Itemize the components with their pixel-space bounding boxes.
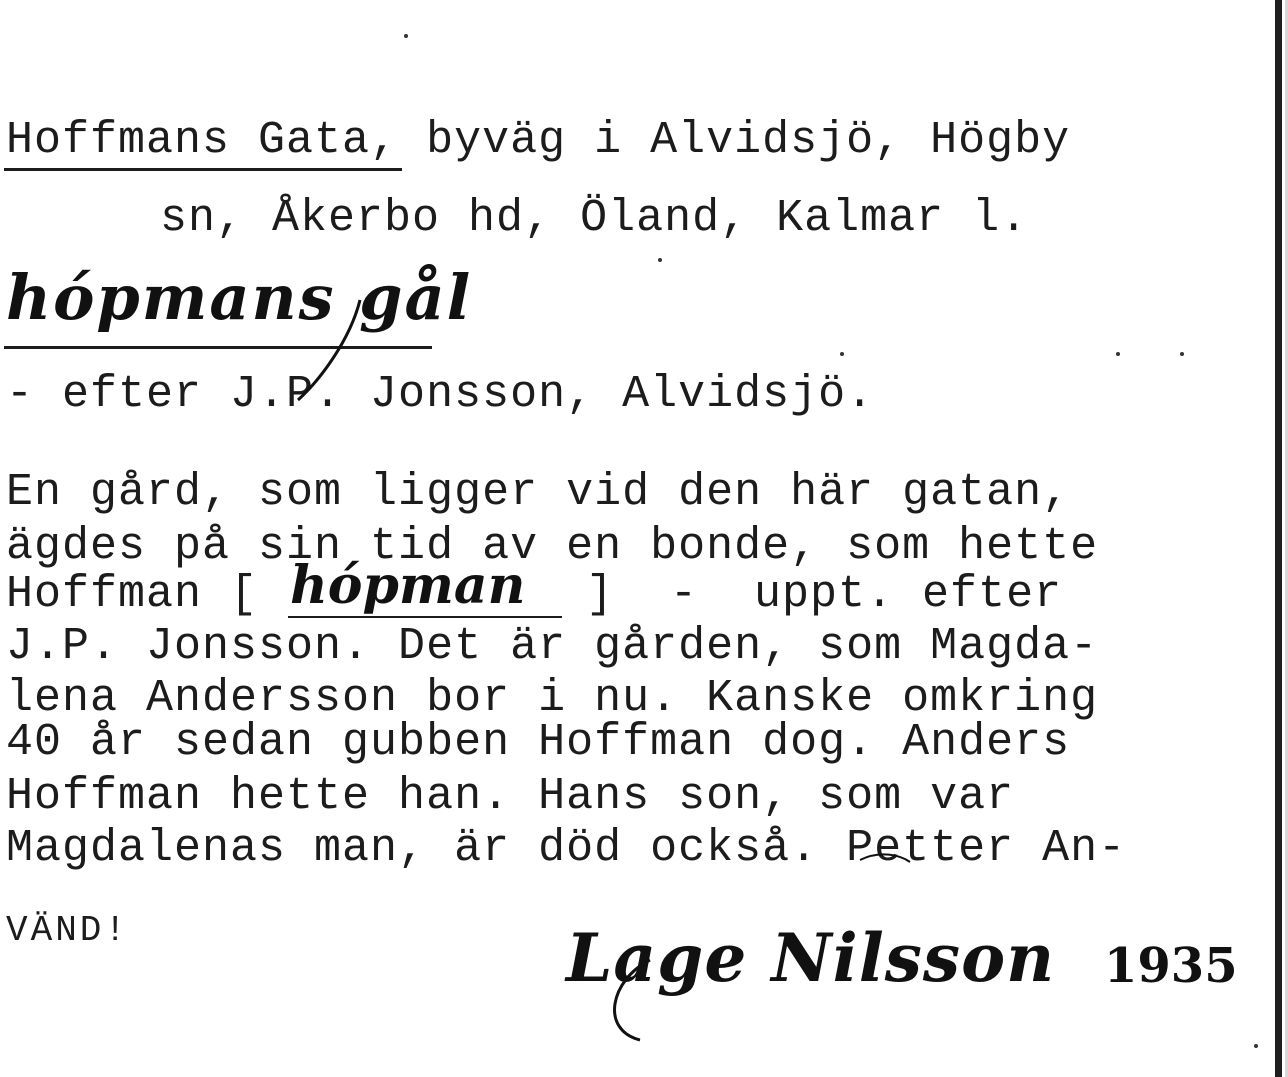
place-heading: Hoffmans Gata, byväg i Alvidsjö, Högby	[6, 115, 1071, 166]
body-line-7: Hoffman hette han. Hans son, som var	[6, 771, 1015, 822]
body-line-6: 40 år sedan gubben Hoffman dog. Anders	[6, 717, 1071, 768]
place-location: sn, Åkerbo hd, Öland, Kalmar l.	[160, 193, 1029, 244]
speck	[840, 352, 844, 356]
body-line-3b: ] - uppt. efter	[586, 569, 1063, 620]
handwritten-bracket-form: hópman	[290, 555, 526, 616]
body-line-1: En gård, som ligger vid den här gatan,	[6, 467, 1071, 518]
turn-over-note: VÄND!	[6, 910, 130, 951]
body-line-8: Magdalenas man, är död också. Petter An-	[6, 823, 1127, 874]
signature-year: 1935	[1104, 938, 1238, 994]
body-line-4: J.P. Jonsson. Det är gården, som Magda-	[6, 621, 1099, 672]
speck	[1180, 352, 1184, 356]
source-informant: - efter J.P. Jonsson, Alvidsjö.	[6, 369, 875, 420]
body-line-5: lena Andersson bor i nu. Kanske omkring	[6, 673, 1099, 724]
speck	[1116, 352, 1120, 356]
handwritten-dialect-form: hópmans gål	[6, 261, 473, 334]
speck	[404, 34, 408, 38]
signature: Lage Nilsson	[566, 919, 1056, 997]
speck	[1254, 1044, 1258, 1048]
speck	[658, 258, 662, 262]
body-line-2: ägdes på sin tid av en bonde, som hette	[6, 521, 1099, 572]
body-line-3a: Hoffman [	[6, 569, 259, 620]
